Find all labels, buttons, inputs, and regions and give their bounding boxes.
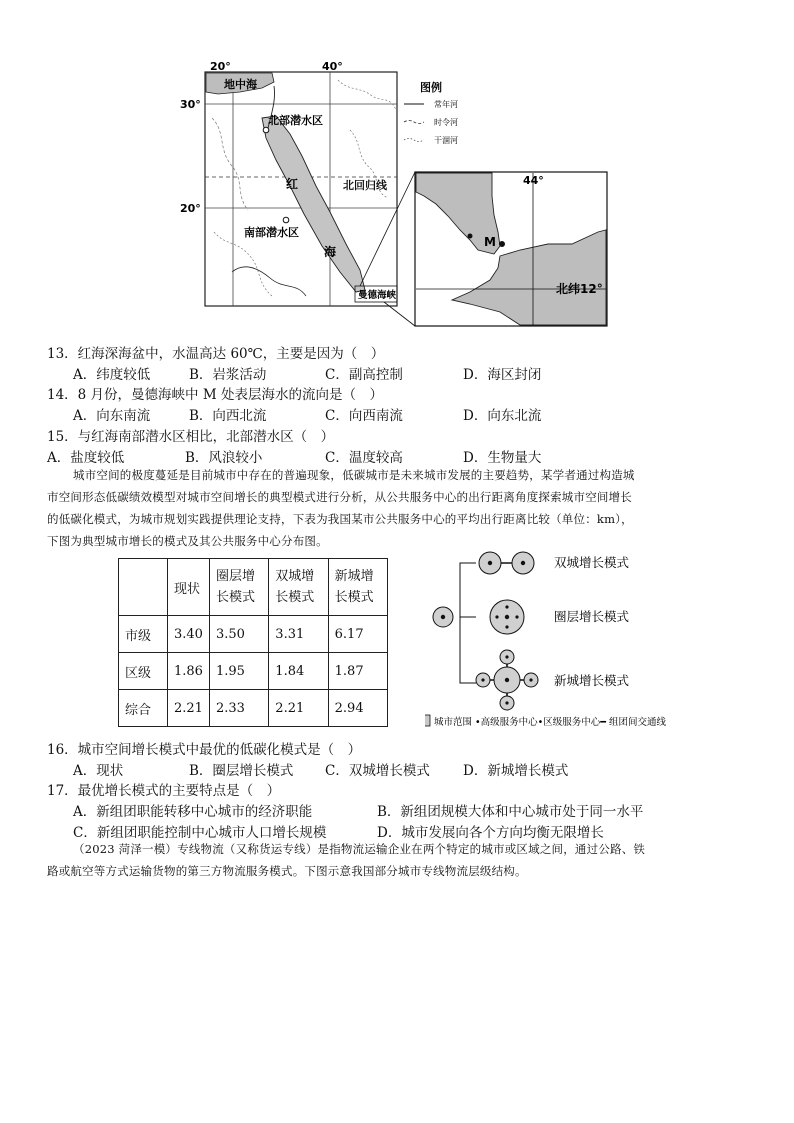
passage-1-line: 的低碳化模式，为城市规划实践提供理论支持，下表为我国某市公共服务中心的平均出行距离比较（单位：km）， xyxy=(47,512,633,526)
strait-label: 曼德海峡 xyxy=(358,290,397,301)
q13-option-a: A．纬度较低 xyxy=(73,367,151,383)
lat30-label: 30° xyxy=(180,98,201,111)
q14-option-c: C．向西南流 xyxy=(325,408,403,424)
q17-option-c: C．新组团职能控制中心城市人口增长规模 xyxy=(73,825,327,841)
table-cell: 1.86 xyxy=(168,653,210,690)
table-header-cell: 新城增长模式 xyxy=(328,559,387,616)
table-cell: 6.17 xyxy=(328,616,387,653)
mode-bracket xyxy=(460,563,476,683)
district-center-dot xyxy=(529,678,532,681)
q15-option-b: B．风浪较小 xyxy=(185,450,263,466)
legend-item-perennial: 常年河 xyxy=(434,100,458,109)
passage-2-line: （2023 菏泽一模）专线物流（又称货运专线）是指物流运输企业在两个特定的城市或区域之间，通过公路、铁 xyxy=(73,842,646,856)
mediterranean-label: 地中海 xyxy=(224,78,257,91)
q16-option-c: C．双城增长模式 xyxy=(325,763,430,779)
table-cell: 2.94 xyxy=(328,690,387,727)
passage-1 xyxy=(47,464,757,552)
growth-modes-diagram xyxy=(425,545,725,735)
modes-legend: 城市范围 •高级服务中心•区级服务中心━ 组团间交通线 xyxy=(434,717,666,728)
distance-table xyxy=(118,558,388,727)
inset-lat-label: 北纬12° xyxy=(556,282,603,296)
district-center-dot xyxy=(505,625,508,628)
passage-1-line: 城市空间的极度蔓延是目前城市中存在的普遍现象，低碳城市是未来城市发展的主要趋势，某学者通过构造城 xyxy=(73,468,635,482)
table-cell: 2.21 xyxy=(168,690,210,727)
q17-option-a: A．新组团职能转移中心城市的经济职能 xyxy=(73,804,313,820)
table-cell: 1.95 xyxy=(209,653,268,690)
table-cell: 2.21 xyxy=(269,690,328,727)
high-center-dot xyxy=(441,615,445,619)
inset-island xyxy=(468,234,473,239)
q13-stem: 13．红海深海盆中，水温高达 60℃，主要是因为（ ） xyxy=(47,346,385,362)
sea-label: 海 xyxy=(324,245,337,259)
table-header-cell: 双城增长模式 xyxy=(269,559,328,616)
newcity-mode-label: 新城增长模式 xyxy=(554,673,630,688)
legend-item-seasonal: 时令河 xyxy=(434,118,458,127)
table-cell: 2.33 xyxy=(209,690,268,727)
ring-mode-label: 圈层增长模式 xyxy=(554,609,630,624)
q17-option-d: D．城市发展向各个方向均衡无限增长 xyxy=(377,825,604,841)
table-cell: 1.87 xyxy=(328,653,387,690)
passage-2-line: 路或航空等方式运输货物的第三方物流服务模式。下图示意我国部分城市专线物流层级结构。 xyxy=(47,864,527,878)
legend-title: 图例 xyxy=(420,81,442,94)
q16-option-d: D．新城增长模式 xyxy=(463,763,569,779)
q15-option-d: D．生物量大 xyxy=(463,450,542,466)
lon40-label: 40° xyxy=(322,60,343,73)
red-sea-map-figure xyxy=(170,56,615,331)
district-center-dot xyxy=(505,701,508,704)
lon20-label: 20° xyxy=(210,60,231,73)
high-center-dot xyxy=(505,678,509,682)
q13-option-c: C．副高控制 xyxy=(325,367,403,383)
q15-option-c: C．温度较高 xyxy=(325,450,403,466)
table-cell: 3.40 xyxy=(168,616,210,653)
table-header-cell: 现状 xyxy=(168,559,210,616)
table-header-row xyxy=(119,559,388,616)
row-label: 综合 xyxy=(119,690,168,727)
q17-stem: 17．最优增长模式的主要特点是（ ） xyxy=(47,783,281,799)
north-basin-label: 北部潜水区 xyxy=(268,114,323,127)
inset-connector-bottom xyxy=(384,302,415,326)
city-range-swatch xyxy=(425,715,430,726)
q13-option-b: B．岩浆活动 xyxy=(189,367,267,383)
q13-option-d: D．海区封闭 xyxy=(463,367,542,383)
row-label: 市级 xyxy=(119,616,168,653)
tropic-label: 北回归线 xyxy=(343,179,387,192)
passage-1-line: 下图为典型城市增长的模式及其公共服务中心分布图。 xyxy=(47,534,328,548)
q16-option-b: B．圈层增长模式 xyxy=(189,763,294,779)
inset-lon-label: 44° xyxy=(523,174,544,187)
high-center-dot xyxy=(505,615,509,619)
q14-option-b: B．向西北流 xyxy=(189,408,267,424)
passage-2 xyxy=(47,838,757,882)
district-center-dot xyxy=(495,615,498,618)
table-row xyxy=(119,653,388,690)
district-center-dot xyxy=(481,678,484,681)
table-row xyxy=(119,690,388,727)
seasonal-river-icon xyxy=(404,121,424,124)
q15-stem: 15．与红海南部潜水区相比，北部潜水区（ ） xyxy=(47,429,335,445)
q14-stem: 14．8 月份，曼德海峡中 M 处表层海水的流向是（ ） xyxy=(47,387,383,403)
table-row xyxy=(119,616,388,653)
point-m-label: M xyxy=(484,235,496,249)
q14-option-a: A．向东南流 xyxy=(73,408,151,424)
q16-stem: 16．城市空间增长模式中最优的低碳化模式是（ ） xyxy=(47,742,362,758)
table-header-cell xyxy=(119,559,168,616)
dry-river-icon xyxy=(404,139,424,142)
table-cell: 3.31 xyxy=(269,616,328,653)
table-header-cell: 圈层增长模式 xyxy=(209,559,268,616)
passage-1-line: 市空间形态低碳绩效模型对城市空间增长的典型模式进行分析，从公共服务中心的出行距离角度探索城市空间增长 xyxy=(47,490,632,504)
district-center-dot xyxy=(515,615,518,618)
high-center-dot xyxy=(488,561,492,565)
table-cell: 1.84 xyxy=(269,653,328,690)
south-basin-label: 南部潜水区 xyxy=(244,226,299,239)
high-center-dot xyxy=(521,561,525,565)
south-basin-point xyxy=(283,217,289,223)
table-cell: 3.50 xyxy=(209,616,268,653)
lat20-label: 20° xyxy=(180,202,201,215)
double-mode-label: 双城增长模式 xyxy=(554,555,630,570)
district-center-dot xyxy=(505,605,508,608)
q14-option-d: D．向东北流 xyxy=(463,408,542,424)
legend-item-dry: 干涸河 xyxy=(434,136,458,145)
q15-option-a: A．盐度较低 xyxy=(47,450,125,466)
district-center-dot xyxy=(505,655,508,658)
q16-option-a: A．现状 xyxy=(73,763,124,779)
red-label: 红 xyxy=(286,177,299,191)
row-label: 区级 xyxy=(119,653,168,690)
north-basin-point xyxy=(263,127,269,133)
q17-option-b: B．新组团规模大体和中心城市处于同一水平 xyxy=(377,804,644,820)
point-m xyxy=(499,241,505,247)
